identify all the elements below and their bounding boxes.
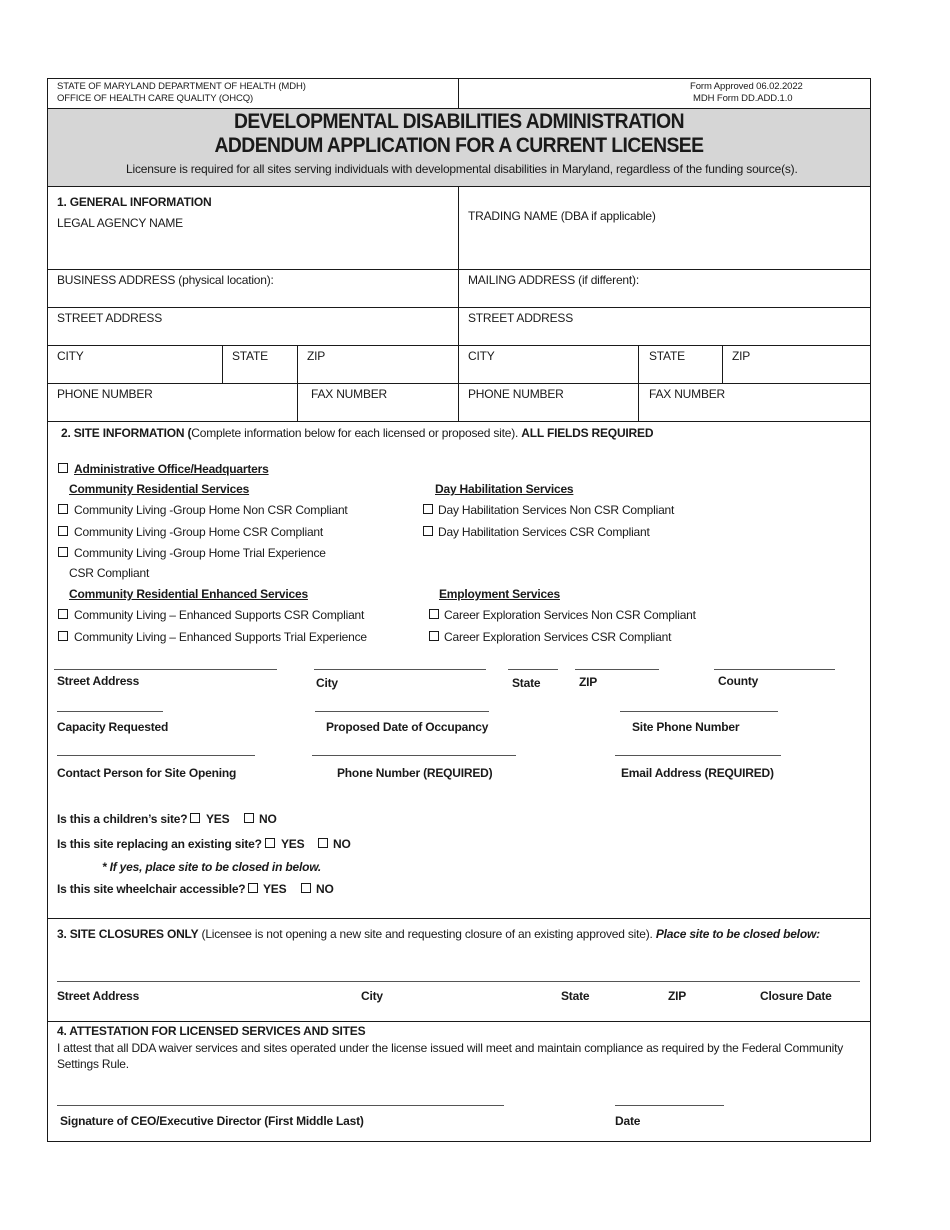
section-2-heading-required: ALL FIELDS REQUIRED — [521, 426, 654, 440]
signature-label: Signature of CEO/Executive Director (First Middle Last) — [60, 1114, 364, 1128]
crs-group-home-csr-label: Community Living -Group Home CSR Compliant — [74, 525, 324, 539]
site-zip-label: ZIP — [579, 675, 598, 689]
occupancy-date-line[interactable] — [315, 711, 489, 712]
wheelchair-yes-label: YES — [263, 882, 287, 896]
replacing-site-no-label: NO — [333, 837, 351, 851]
crs-group-home-trial-label: Community Living -Group Home Trial Experience — [74, 546, 326, 560]
form-number: MDH Form DD.ADD.1.0 — [693, 93, 793, 104]
signature-date-label: Date — [615, 1114, 641, 1128]
section-3-heading-title: 3. SITE CLOSURES ONLY — [57, 927, 199, 941]
closure-city-label: City — [361, 989, 383, 1003]
crs-group-home-non-csr-label: Community Living -Group Home Non CSR Compliant — [74, 503, 348, 517]
business-fax-field[interactable]: FAX NUMBER — [311, 387, 388, 401]
children-site-no-label: NO — [259, 812, 277, 826]
crse-trial-label: Community Living – Enhanced Supports Trial Experience — [74, 630, 367, 644]
section-3-heading-italic: Place site to be closed below: — [655, 927, 820, 941]
signature-date-line[interactable] — [615, 1105, 724, 1106]
replacing-site-note: * If yes, place site to be closed in below. — [102, 860, 322, 874]
licensure-notice: Licensure is required for all sites serving individuals with developmental disabilities in Maryland, regardless of the funding source(s). — [126, 162, 798, 176]
site-street-address-line[interactable] — [54, 669, 277, 670]
closure-date-label: Closure Date — [760, 989, 832, 1003]
contact-email-label: Email Address (REQUIRED) — [621, 766, 774, 780]
site-phone-line[interactable] — [620, 711, 778, 712]
closure-street-address-label: Street Address — [57, 989, 140, 1003]
business-address-field[interactable]: BUSINESS ADDRESS (physical location): — [57, 273, 274, 287]
replacing-site-yes-checkbox[interactable] — [265, 838, 275, 848]
business-city-field[interactable]: CITY — [57, 349, 84, 363]
section-2-heading — [61, 426, 653, 440]
replacing-site-yes-label: YES — [281, 837, 305, 851]
closure-zip-label: ZIP — [668, 989, 687, 1003]
section-2-heading-instructions: Complete information below for each licensed or proposed site). — [191, 426, 522, 440]
mailing-zip-field[interactable]: ZIP — [732, 349, 751, 363]
dhs-non-csr-label: Day Habilitation Services Non CSR Compliant — [438, 503, 675, 517]
site-county-label: County — [718, 674, 759, 688]
dhs-heading: Day Habilitation Services — [435, 482, 574, 496]
children-site-yes-label: YES — [206, 812, 230, 826]
crse-heading: Community Residential Enhanced Services — [69, 587, 308, 601]
employment-heading: Employment Services — [439, 587, 560, 601]
agency-line-2: OFFICE OF HEALTH CARE QUALITY (OHCQ) — [57, 93, 254, 104]
children-site-question — [57, 812, 187, 826]
site-street-address-label: Street Address — [57, 674, 140, 688]
contact-person-label: Contact Person for Site Opening — [57, 766, 237, 780]
attestation-text-line-1: I attest that all DDA waiver services and sites operated under the license issued will meet and maintain compliance as required by the Federal Community — [57, 1041, 844, 1055]
site-city-label: City — [316, 676, 338, 690]
mailing-city-field[interactable]: CITY — [468, 349, 495, 363]
dhs-non-csr-checkbox[interactable] — [423, 504, 433, 514]
crs-group-home-trial-label-cont: CSR Compliant — [69, 566, 150, 580]
admin-office-checkbox[interactable] — [58, 463, 68, 473]
section-3-heading-instructions: (Licensee is not opening a new site and requesting closure of an existing approved site). — [198, 927, 656, 941]
contact-phone-label: Phone Number (REQUIRED) — [337, 766, 493, 780]
wheelchair-no-label: NO — [316, 882, 334, 896]
children-site-question-text: Is this a children’s site? — [57, 812, 188, 826]
occupancy-date-label: Proposed Date of Occupancy — [326, 720, 489, 734]
career-exploration-non-csr-label: Career Exploration Services Non CSR Compliant — [444, 608, 696, 622]
mailing-state-field[interactable]: STATE — [649, 349, 685, 363]
signature-line[interactable] — [57, 1105, 504, 1106]
section-1-heading: 1. GENERAL INFORMATION — [57, 195, 212, 209]
dhs-csr-label: Day Habilitation Services CSR Compliant — [438, 525, 650, 539]
site-county-line[interactable] — [714, 669, 835, 670]
agency-line-1: STATE OF MARYLAND DEPARTMENT OF HEALTH (MDH) — [57, 81, 306, 92]
business-zip-field[interactable]: ZIP — [307, 349, 326, 363]
replacing-site-no-checkbox[interactable] — [318, 838, 328, 848]
mailing-fax-field[interactable]: FAX NUMBER — [649, 387, 726, 401]
children-site-yes-checkbox[interactable] — [190, 813, 200, 823]
wheelchair-yes-checkbox[interactable] — [248, 883, 258, 893]
section-2-heading-title: 2. SITE INFORMATION ( — [61, 426, 192, 440]
children-site-no-checkbox[interactable] — [244, 813, 254, 823]
crs-heading: Community Residential Services — [69, 482, 250, 496]
crs-group-home-trial-checkbox[interactable] — [58, 547, 68, 557]
site-city-line[interactable] — [314, 669, 486, 670]
crse-csr-label: Community Living – Enhanced Supports CSR Compliant — [74, 608, 365, 622]
career-exploration-non-csr-checkbox[interactable] — [429, 609, 439, 619]
closure-address-line[interactable] — [57, 981, 860, 982]
site-state-line[interactable] — [508, 669, 558, 670]
capacity-line[interactable] — [57, 711, 163, 712]
contact-person-line[interactable] — [57, 755, 255, 756]
mailing-address-field[interactable]: MAILING ADDRESS (if different): — [468, 273, 639, 287]
business-phone-field[interactable]: PHONE NUMBER — [57, 387, 153, 401]
dhs-csr-checkbox[interactable] — [423, 526, 433, 536]
trading-name-field[interactable]: TRADING NAME (DBA if applicable) — [468, 209, 656, 223]
crs-group-home-non-csr-checkbox[interactable] — [58, 504, 68, 514]
crse-trial-checkbox[interactable] — [58, 631, 68, 641]
site-zip-line[interactable] — [575, 669, 659, 670]
crs-group-home-csr-checkbox[interactable] — [58, 526, 68, 536]
mailing-street-address-field[interactable]: STREET ADDRESS — [468, 311, 574, 325]
career-exploration-csr-label: Career Exploration Services CSR Compliant — [444, 630, 672, 644]
admin-office-label: Administrative Office/Headquarters — [74, 462, 269, 476]
business-state-field[interactable]: STATE — [232, 349, 268, 363]
contact-phone-line[interactable] — [312, 755, 516, 756]
closure-state-label: State — [561, 989, 590, 1003]
form-approved-date: Form Approved 06.02.2022 — [690, 81, 803, 92]
site-phone-label: Site Phone Number — [632, 720, 740, 734]
wheelchair-question: Is this site wheelchair accessible? — [57, 882, 246, 896]
site-state-label: State — [512, 676, 541, 690]
capacity-label: Capacity Requested — [57, 720, 169, 734]
wheelchair-no-checkbox[interactable] — [301, 883, 311, 893]
attestation-text-line-2: Settings Rule. — [57, 1057, 129, 1071]
section-3-heading — [57, 927, 820, 941]
career-exploration-csr-checkbox[interactable] — [429, 631, 439, 641]
section-4-heading: 4. ATTESTATION FOR LICENSED SERVICES AND SITES — [57, 1024, 366, 1038]
form-title-line-1: DEVELOPMENTAL DISABILITIES ADMINISTRATION — [233, 110, 684, 133]
replacing-site-question: Is this site replacing an existing site? — [57, 837, 262, 851]
legal-agency-name-field[interactable]: LEGAL AGENCY NAME — [57, 216, 183, 230]
mailing-phone-field[interactable]: PHONE NUMBER — [468, 387, 564, 401]
contact-email-line[interactable] — [615, 755, 781, 756]
form-title-line-2: ADDENDUM APPLICATION FOR A CURRENT LICENSEE — [214, 134, 704, 157]
business-street-address-field[interactable]: STREET ADDRESS — [57, 311, 163, 325]
crse-csr-checkbox[interactable] — [58, 609, 68, 619]
